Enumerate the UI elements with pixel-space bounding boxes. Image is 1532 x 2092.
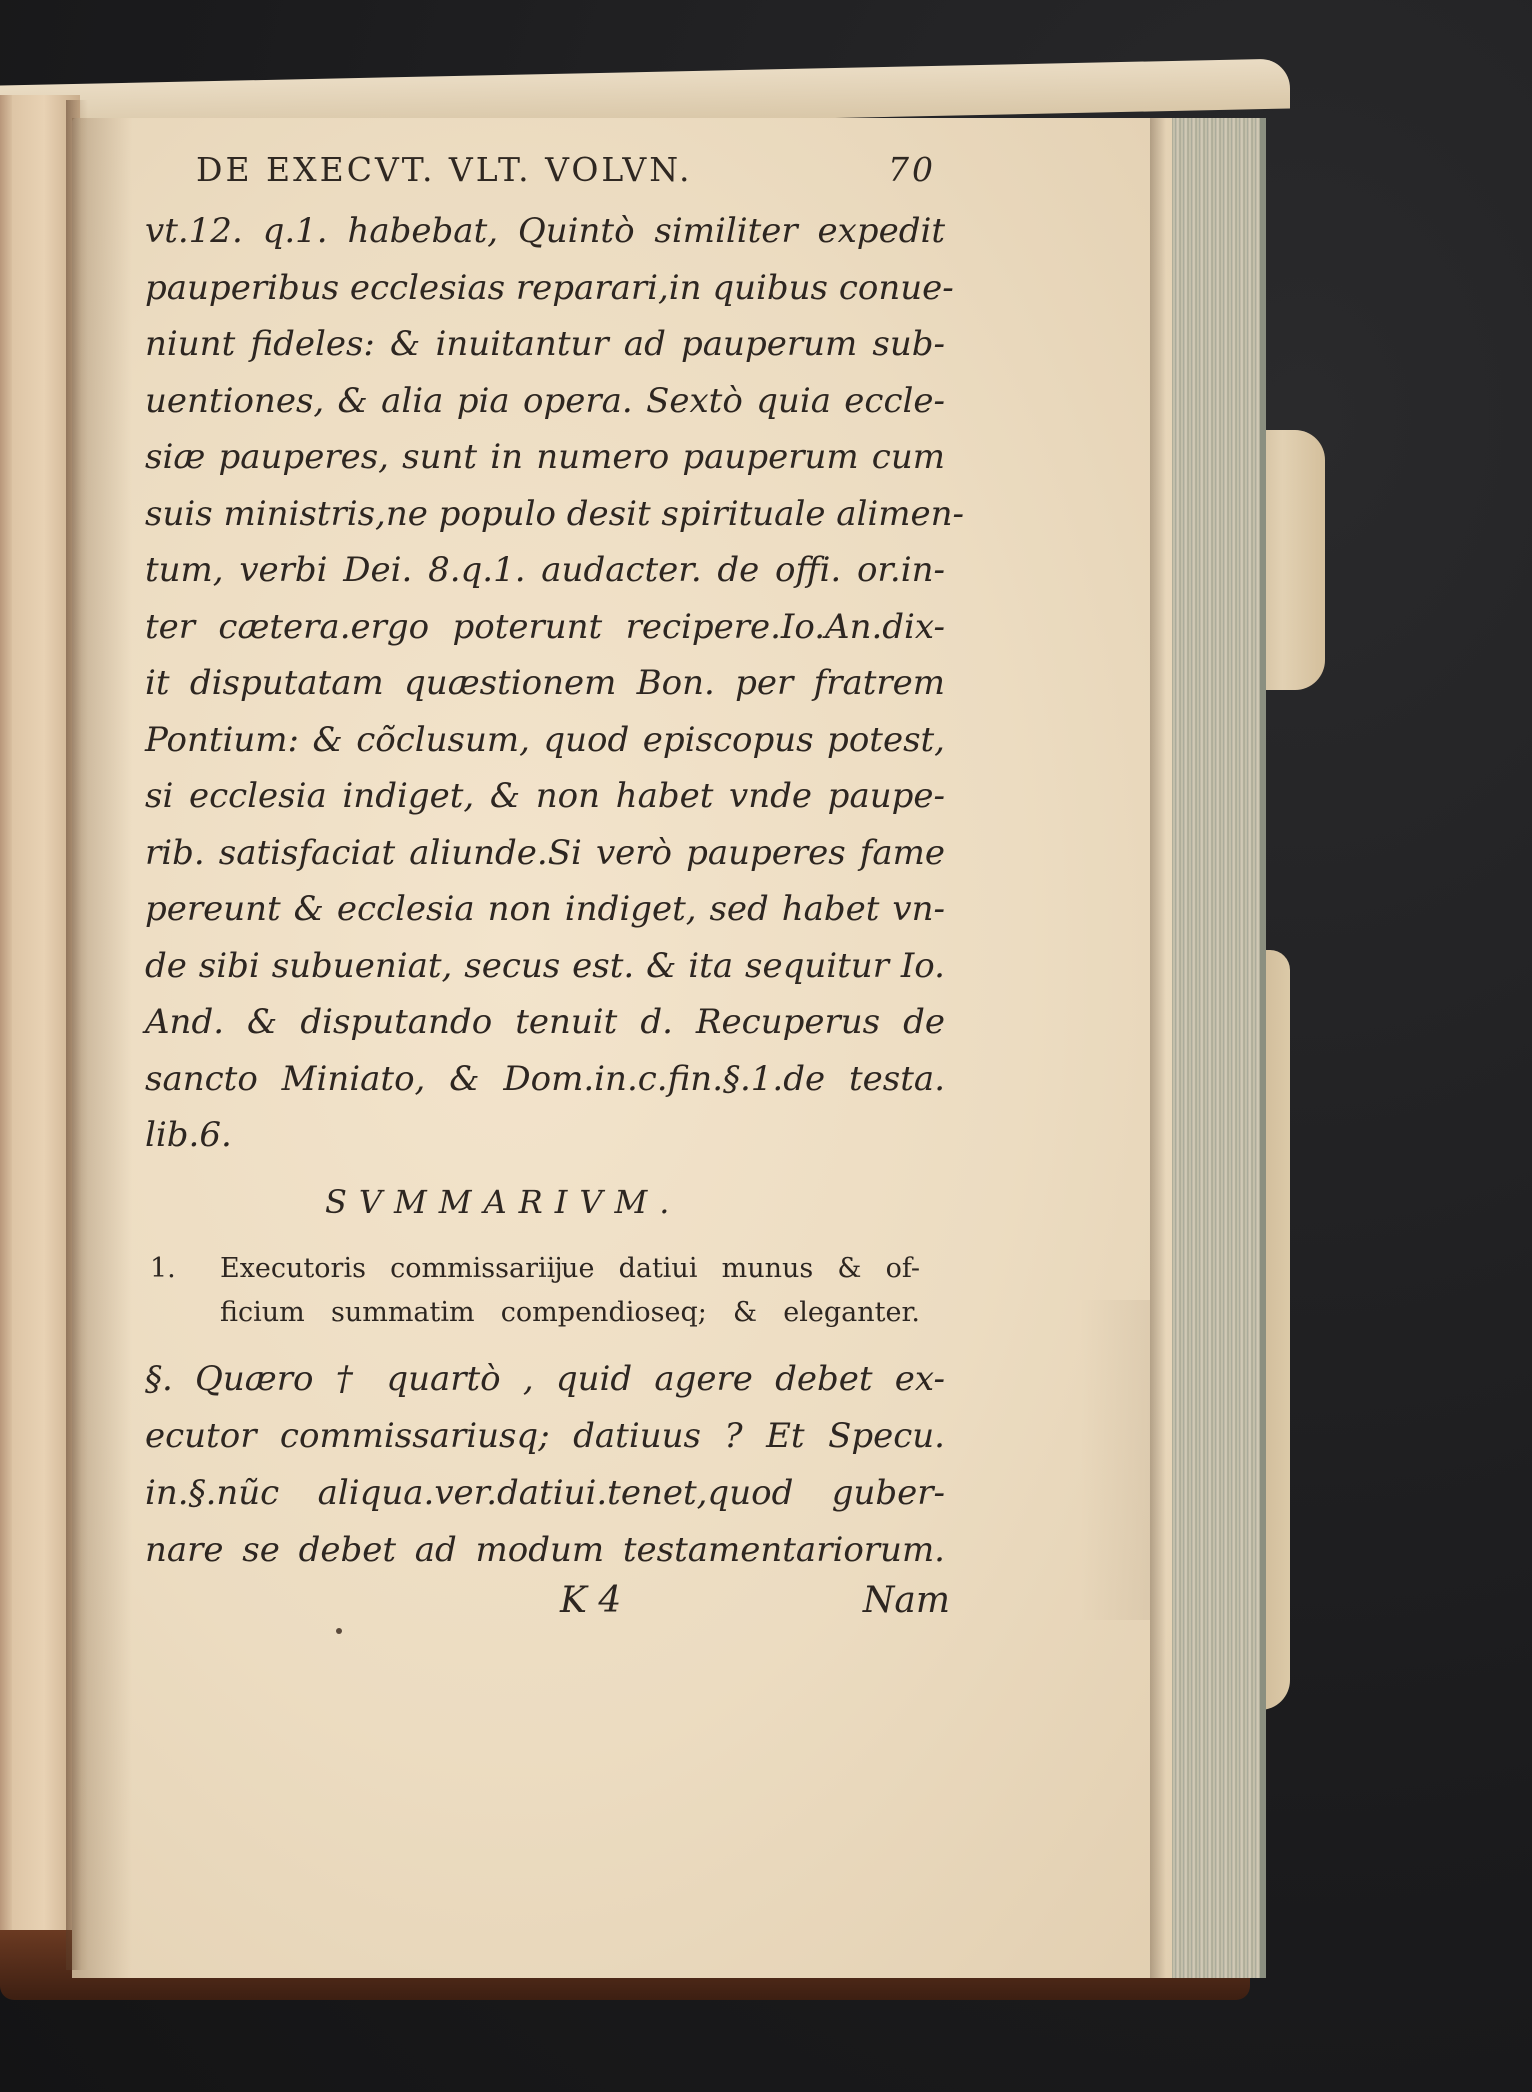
text-line: suis ministris,ne populo desit spirituale alimen- xyxy=(145,493,965,534)
text-line: ecutor commissariusq; datiuus ? Et Specu. xyxy=(145,1416,945,1456)
folio-number: 70 xyxy=(888,150,936,189)
text-line: ficium summatim compendioseq; & eleganter. xyxy=(220,1297,920,1328)
running-head xyxy=(196,150,936,202)
text-line: de sibi subueniat, secus est. & ita sequitur Io. xyxy=(145,945,945,986)
page-stack-shadow xyxy=(1150,118,1166,1978)
page-stack-edges xyxy=(1160,118,1266,1978)
text-line: pauperibus ecclesias reparari,in quibus conue- xyxy=(145,267,954,308)
text-line: lib.6. xyxy=(145,1115,232,1155)
text-line: Pontium: & cõclusum, quod episcopus potest, xyxy=(145,719,945,760)
signature-mark: K 4 xyxy=(560,1580,622,1621)
text-line: §. Quæro † quartò , quid agere debet ex- xyxy=(145,1359,945,1399)
text-line: tum, verbi Dei. 8.q.1. audacter. de offi. or.in- xyxy=(145,550,945,590)
text-line: sancto Miniato, & Dom.in.c.fin.§.1.de testa. xyxy=(145,1058,945,1099)
catchword: Nam xyxy=(862,1580,950,1621)
gutter xyxy=(66,100,88,1970)
text-line: Executoris commissariĳue datiui munus & of- xyxy=(220,1253,920,1284)
text-line: siæ pauperes, sunt in numero pauperum cum xyxy=(145,437,945,477)
text-line: And. & disputando tenuit d. Recuperus de xyxy=(145,1002,945,1042)
text-line: uentiones, & alia pia opera. Sextò quia eccle- xyxy=(145,380,945,421)
verso-outer-edge xyxy=(0,95,12,1970)
text-line: in.§.nũc aliqua.ver.datiui.tenet,quod guber- xyxy=(145,1473,945,1513)
text-line: ter cætera.ergo poterunt recipere.Io.An.dix- xyxy=(145,606,945,647)
ink-speck xyxy=(336,1628,342,1634)
text-line: pereunt & ecclesia non indiget, sed habet vn- xyxy=(145,889,945,929)
text-line: vt.12. q.1. habebat, Quintò similiter expedit xyxy=(145,211,945,251)
running-head-title: DE EXECVT. VLT. VOLVN. xyxy=(196,150,693,189)
text-line: niunt fideles: & inuitantur ad pauperum sub- xyxy=(145,324,945,364)
text-line: si ecclesia indiget, & non habet vnde paupe- xyxy=(145,776,945,816)
text-line: it disputatam quæstionem Bon. per fratrem xyxy=(145,663,945,703)
summarium-heading: SVMMARIVM. xyxy=(325,1183,682,1221)
show-through-shading xyxy=(1080,1300,1150,1620)
text-line: nare se debet ad modum testamentariorum. xyxy=(145,1530,945,1570)
summarium-number: 1. xyxy=(150,1253,176,1284)
text-line: rib. satisfaciat aliunde.Si verò pauperes fame xyxy=(145,832,945,873)
